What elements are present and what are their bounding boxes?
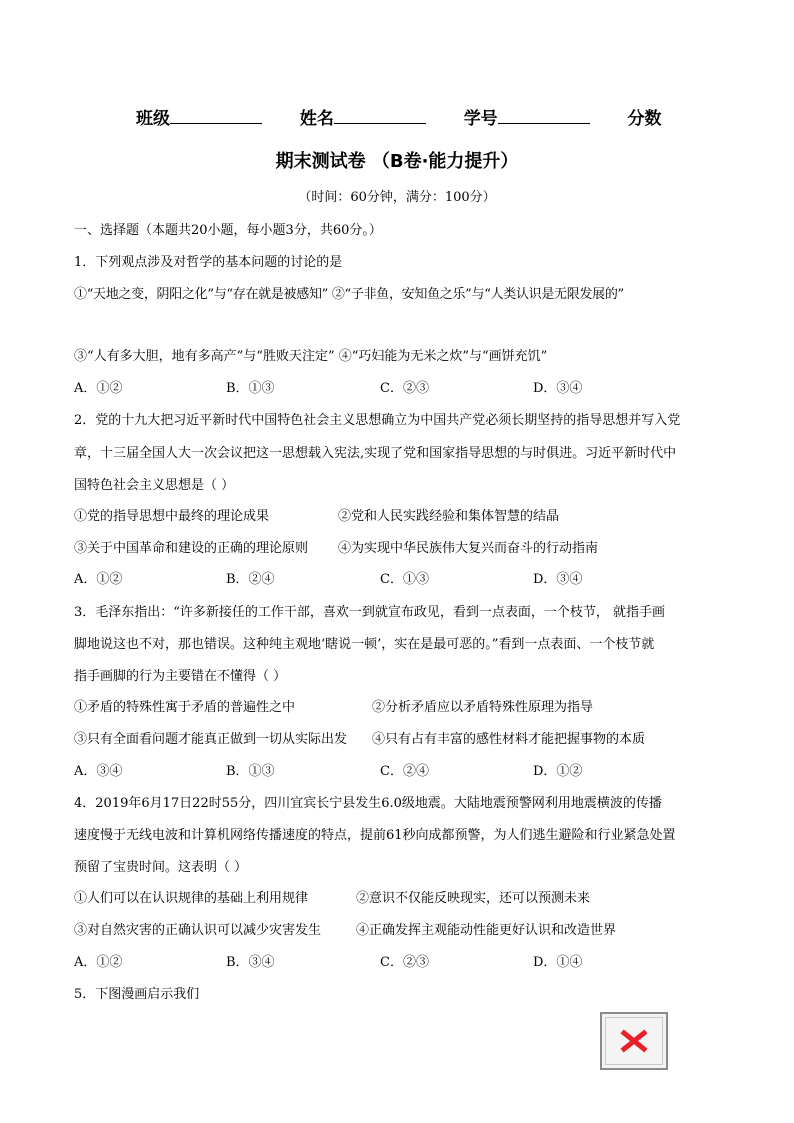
q1-option-b[interactable]: B．①③ (226, 381, 275, 396)
q2-option-b[interactable]: B．②④ (226, 572, 275, 587)
number-label: 学号 (463, 109, 498, 129)
q3-statement-2: ②分析矛盾应以矛盾特殊性原理为指导 (372, 700, 594, 715)
class-field[interactable] (170, 107, 262, 124)
q1-stem: 1．下列观点涉及对哲学的基本问题的讨论的是 (74, 255, 343, 270)
page-title: 期末测试卷 （B卷·能力提升） (275, 151, 519, 172)
q2-statement-3: ③关于中国革命和建设的正确的理论原则 (74, 541, 309, 556)
q4-stem-line-2: 速度慢于无线电波和计算机网络传播速度的特点，提前61秒向成都预警，为人们逃生避险和行业紧急处置 (74, 828, 676, 843)
name-field[interactable] (334, 107, 426, 124)
header-fields (136, 104, 662, 129)
q4-statement-4: ④正确发挥主观能动性能更好认识和改造世界 (356, 923, 617, 938)
q1-option-c[interactable]: C．②③ (380, 381, 429, 396)
exam-subtitle: （时间：60分钟，满分：100分） (298, 190, 496, 205)
q2-option-c[interactable]: C．①③ (380, 572, 429, 587)
q3-option-d[interactable]: D．①② (533, 764, 583, 779)
broken-image-placeholder (600, 1012, 668, 1070)
q3-option-b[interactable]: B．①③ (226, 764, 275, 779)
q4-option-d[interactable]: D．①④ (533, 955, 583, 970)
q5-stem: 5．下图漫画启示我们 (74, 987, 200, 1002)
q2-option-d[interactable]: D．③④ (533, 572, 583, 587)
q2-statement-4: ④为实现中华民族伟大复兴而奋斗的行动指南 (338, 541, 599, 556)
number-field[interactable] (498, 107, 590, 124)
broken-image-icon (602, 1014, 666, 1068)
q1-option-a[interactable]: A．①② (74, 381, 123, 396)
q3-stem-line-3: 指手画脚的行为主要错在不懂得（ ） (74, 669, 287, 684)
q3-statement-4: ④只有占有丰富的感性材料才能把握事物的本质 (372, 732, 646, 747)
q4-stem-line-1: 4．2019年6月17日22时55分，四川宜宾长宁县发生6.0级地震。大陆地震预警网利用地震横波的传播 (74, 796, 662, 811)
q1-statements-1: ①“天地之变，阴阳之化”与“存在就是被感知” ②“子非鱼，安知鱼之乐”与“人类认识是无限发展的” (74, 287, 624, 302)
q4-option-c[interactable]: C．②③ (380, 955, 429, 970)
section-heading: 一、选择题（本题共20小题，每小题3分，共60分。） (74, 223, 382, 238)
q2-stem-line-2: 章，十三届全国人大一次会议把这一思想载入宪法,实现了党和国家指导思想的与时俱进。习近平新时代中 (74, 446, 677, 461)
score-label: 分数 (627, 109, 662, 129)
name-label: 姓名 (299, 109, 334, 129)
q4-option-a[interactable]: A．①② (74, 955, 123, 970)
q4-option-b[interactable]: B．③④ (226, 955, 275, 970)
q2-option-a[interactable]: A．①② (74, 572, 123, 587)
q3-option-c[interactable]: C．②④ (380, 764, 429, 779)
q1-option-d[interactable]: D．③④ (533, 381, 583, 396)
q2-statement-1: ①党的指导思想中最终的理论成果 (74, 509, 270, 524)
q3-statement-3: ③只有全面看问题才能真正做到一切从实际出发 (74, 732, 348, 747)
q4-statement-3: ③对自然灾害的正确认识可以减少灾害发生 (74, 923, 322, 938)
q3-stem-line-1: 3．毛泽东指出：“许多新接任的工作干部，喜欢一到就宣布政见，看到一点表面，一个枝节， 就指手画 (74, 605, 666, 620)
q3-option-a[interactable]: A．③④ (74, 764, 123, 779)
q2-stem-line-1: 2．党的十九大把习近平新时代中国特色社会主义思想确立为中国共产党必须长期坚持的指导思想并写入党 (74, 413, 681, 428)
q1-statements-2: ③“人有多大胆，地有多高产”与“胜败天注定” ④“巧妇能为无米之炊”与“画饼充饥” (74, 349, 548, 364)
q4-statement-2: ②意识不仅能反映现实，还可以预测未来 (356, 891, 591, 906)
q3-stem-line-2: 脚地说这也不对，那也错误。这种纯主观地‘瞎说一顿’，实在是最可恶的。”看到一点表面、一个枝节就 (74, 637, 655, 652)
q3-statement-1: ①矛盾的特殊性寓于矛盾的普遍性之中 (74, 700, 296, 715)
q2-statement-2: ②党和人民实践经验和集体智慧的结晶 (338, 509, 560, 524)
q2-stem-line-3: 国特色社会主义思想是（ ） (74, 478, 235, 493)
class-label: 班级 (136, 109, 170, 129)
q4-statement-1: ①人们可以在认识规律的基础上利用规律 (74, 891, 309, 906)
q4-stem-line-3: 预留了宝贵时间。这表明（ ） (74, 860, 248, 875)
